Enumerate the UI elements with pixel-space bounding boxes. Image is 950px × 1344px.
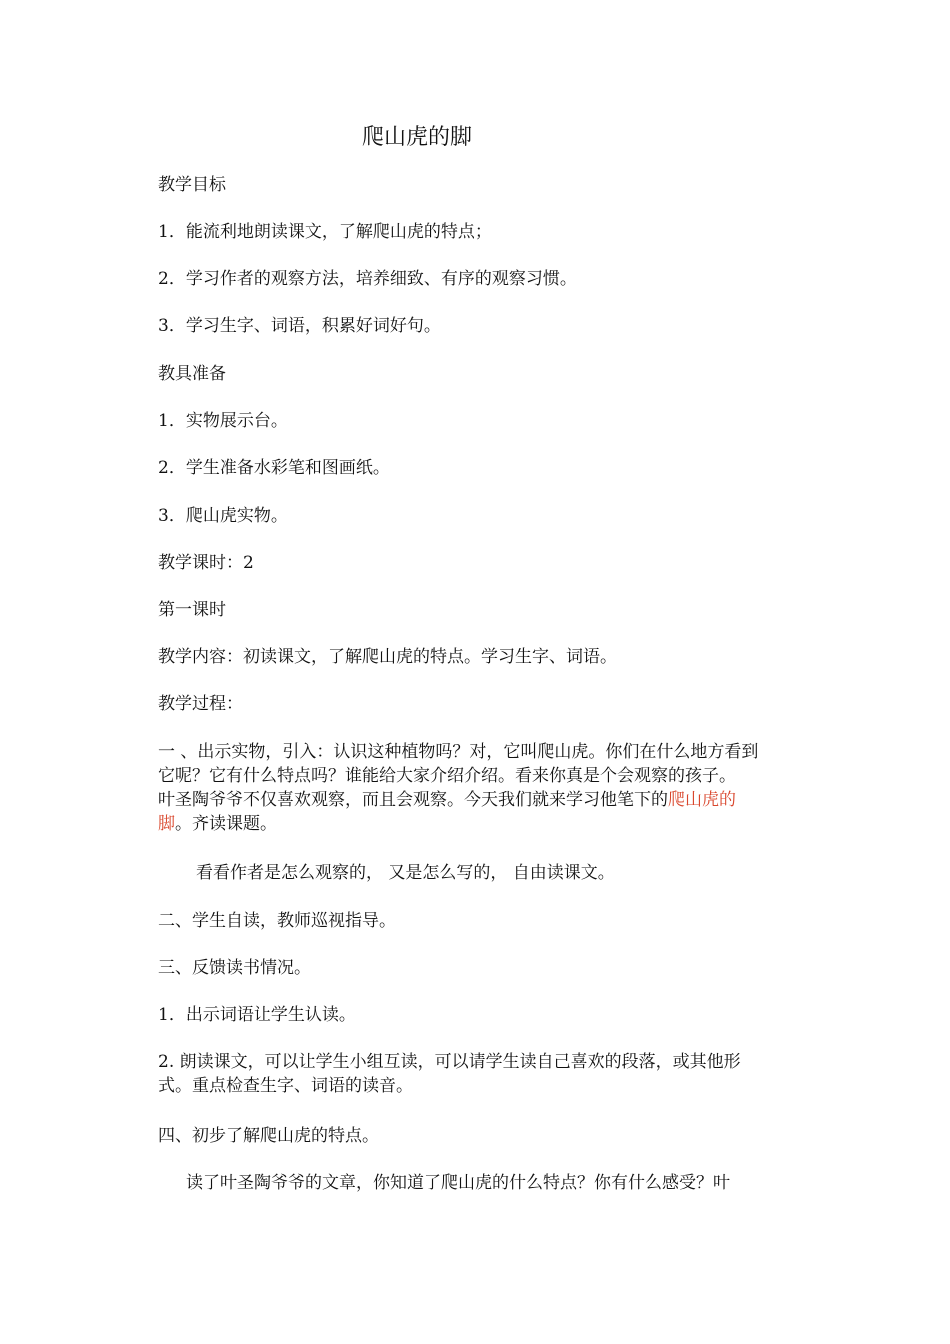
step1-line: 一 、出示实物，引入：认识这种植物吗？对，它叫爬山虎。你们在什么地方看到 [158, 742, 759, 762]
goal-item: 3．学习生字、词语，积累好词好句。 [158, 316, 441, 336]
step1-line [158, 788, 794, 812]
step1-line: 它呢？它有什么特点吗？谁能给大家介绍介绍。看来你真是个会观察的孩子。 [158, 766, 736, 786]
teaching-content: 教学内容：初读课文，了解爬山虎的特点。学习生字、词语。 [158, 647, 617, 667]
goal-item: 1．能流利地朗读课文，了解爬山虎的特点； [158, 222, 492, 242]
goals-heading: 教学目标 [158, 175, 226, 195]
prep-item: 1．实物展示台。 [158, 411, 288, 431]
teaching-hours: 教学课时：2 [158, 553, 254, 573]
step1-text: 。齐读课题。 [175, 814, 277, 834]
step4-heading: 四、初步了解爬山虎的特点。 [158, 1126, 379, 1146]
prep-item: 2．学生准备水彩笔和图画纸。 [158, 458, 390, 478]
highlighted-title: 爬山虎的 [668, 790, 736, 810]
step3-item-paragraph [158, 1050, 794, 1098]
step3-heading: 三、反馈读书情况。 [158, 958, 311, 978]
prep-heading: 教具准备 [158, 364, 226, 384]
step2-heading: 二、学生自读，教师巡视指导。 [158, 911, 396, 931]
goal-item: 2．学习作者的观察方法，培养细致、有序的观察习惯。 [158, 269, 577, 289]
step3-line: 式。重点检查生字、词语的读音。 [158, 1076, 413, 1096]
step1-indented-text: 看看作者是怎么观察的， 又是怎么写的， 自由读课文。 [196, 863, 615, 883]
step3-line: 2. 朗读课文，可以让学生小组互读，可以请学生读自己喜欢的段落，或其他形 [158, 1052, 741, 1072]
document-title: 爬山虎的脚 [362, 125, 473, 150]
highlighted-title: 脚 [158, 814, 175, 834]
lesson-heading: 第一课时 [158, 600, 226, 620]
step1-paragraph [158, 740, 794, 836]
step4-text: 读了叶圣陶爷爷的文章，你知道了爬山虎的什么特点？你有什么感受？叶 [186, 1173, 730, 1193]
step1-text: 叶圣陶爷爷不仅喜欢观察，而且会观察。今天我们就来学习他笔下的 [158, 790, 668, 810]
prep-item: 3．爬山虎实物。 [158, 506, 288, 526]
step3-item: 1．出示词语让学生认读。 [158, 1005, 356, 1025]
step1-line [158, 812, 794, 836]
process-heading: 教学过程： [158, 694, 243, 714]
